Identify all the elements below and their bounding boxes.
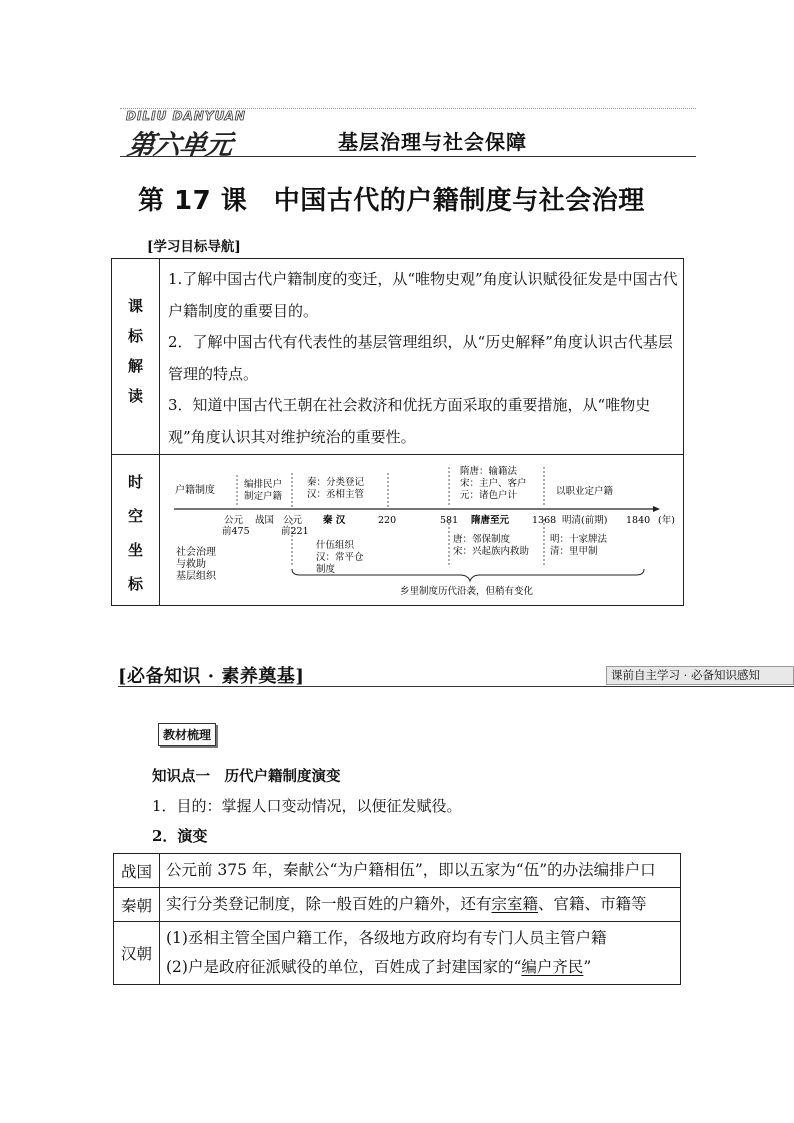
axis-label: 公元 [283,515,303,526]
textbook-tag: 教材梳理 [158,723,216,746]
section-rule [118,686,794,687]
axis-label: 前221 [281,526,309,537]
dynasty-cell: 战国 [114,854,160,888]
dynasty-cell: 汉朝 [114,922,160,985]
knowledge-point-title: 知识点一 历代户籍制度演变 [152,768,341,785]
table-row [114,888,681,922]
table-row [114,922,681,985]
timeline-note: 汉：丞相主管 [307,489,365,500]
axis-label: 1840 [626,515,651,526]
header-rule [120,156,696,157]
curriculum-label: 课 标 解 读 [127,297,143,405]
purpose-line: 1．目的：掌握人口变动情况，以便征发赋役。 [152,797,462,815]
timeline-note: 什伍组织 [316,540,355,551]
timeline-row-label: 基层组织 [176,571,216,582]
goal-item: 3．知道中国古代王朝在社会救济和优抚方面采取的重要措施，从“唯物史观”角度认识其对维护统治的重要性。 [168,396,651,446]
evolution-label: 2．演变 [152,827,208,845]
evolution-table [113,853,681,985]
description-cell: 公元前 375 年，秦献公“为户籍相伍”，即以五家为“伍”的办法编排户口 [160,854,681,888]
table-row [114,854,681,888]
timeline-note: 秦：分类登记 [307,477,365,488]
timeline-note: 宋：兴起族内救助 [453,546,530,557]
axis-label: 秦 汉 [323,515,346,526]
axis-label: 战国 [255,515,275,526]
goal-item: 2．了解中国古代有代表性的基层管理组织，从“历史解释”角度认识古代基层管理的特点。 [168,333,673,383]
axis-unit: (年) [658,515,675,526]
timeline-note: 制度 [316,564,336,575]
underlined-term: 编户齐民 [521,958,584,976]
timeline-note: 制定户籍 [244,491,283,502]
description-cell: (1)丞相主管全国户籍工作，各级地方政府均有专门人员主管户籍 (2)户是政府征派赋役的单位，百姓成了封建国家的“编户齐民” [160,922,681,985]
unit-header [120,106,696,161]
timeline-note: 隋唐：输籍法 [460,466,518,477]
axis-arrow-icon [653,506,660,512]
underlined-term: 宗室籍 [491,895,539,913]
unit-title: 基层治理与社会保障 [338,130,527,154]
axis-label: 前475 [222,526,250,537]
axis-label: 1368 [532,515,557,526]
axis-label: 隋唐至元 [471,515,510,526]
brace-icon [292,569,644,581]
axis-label: 公元 [224,515,244,526]
timeline-diagram [160,455,683,605]
timeline-note: 唐：邻保制度 [453,534,511,545]
study-nav-label: [学习目标导航] [147,239,241,255]
axis-label: 581 [440,515,459,526]
description-cell: 实行分类登记制度，除一般百姓的户籍外，还有宗室籍、官籍、市籍等 [160,888,681,922]
timeline-row-label: 户籍制度 [175,485,215,496]
spacetime-label: 时 空 坐 标 [127,473,143,593]
timeline-note: 编排民户 [244,479,283,490]
brace-note: 乡里制度历代沿袭，但稍有变化 [400,586,534,597]
timeline-row-label: 与救助 [176,559,206,570]
lesson-title: 第 17 课 中国古代的户籍制度与社会治理 [138,186,645,216]
goal-item: 1.了解中国古代户籍制度的变迁，从“唯物史观”角度认识赋役征发是中国古代户籍制度的重要目的。 [168,270,678,320]
timeline-note: 元：诸色户计 [460,490,518,501]
unit-pinyin: DILIU DANYUAN [126,109,246,123]
goals-table [111,258,684,606]
dynasty-cell: 秦朝 [114,888,160,922]
timeline-note: 清：里甲制 [550,546,598,557]
timeline-note: 以职业定户籍 [556,486,614,497]
timeline-note: 宋：主户、客户 [460,478,527,489]
section-banner: 课前自主学习 · 必备知识感知 [606,666,794,685]
section-title: [必备知识 · 素养奠基] [118,666,305,687]
goal-list [168,264,680,453]
axis-label: 220 [378,515,397,526]
timeline-note: 明：十家牌法 [550,534,608,545]
axis-label: 明清(前期) [562,515,608,526]
timeline-row-label: 社会治理 [176,547,216,558]
unit-badge: 第六单元 [125,130,234,161]
timeline-note: 汉：常平仓 [316,552,364,563]
